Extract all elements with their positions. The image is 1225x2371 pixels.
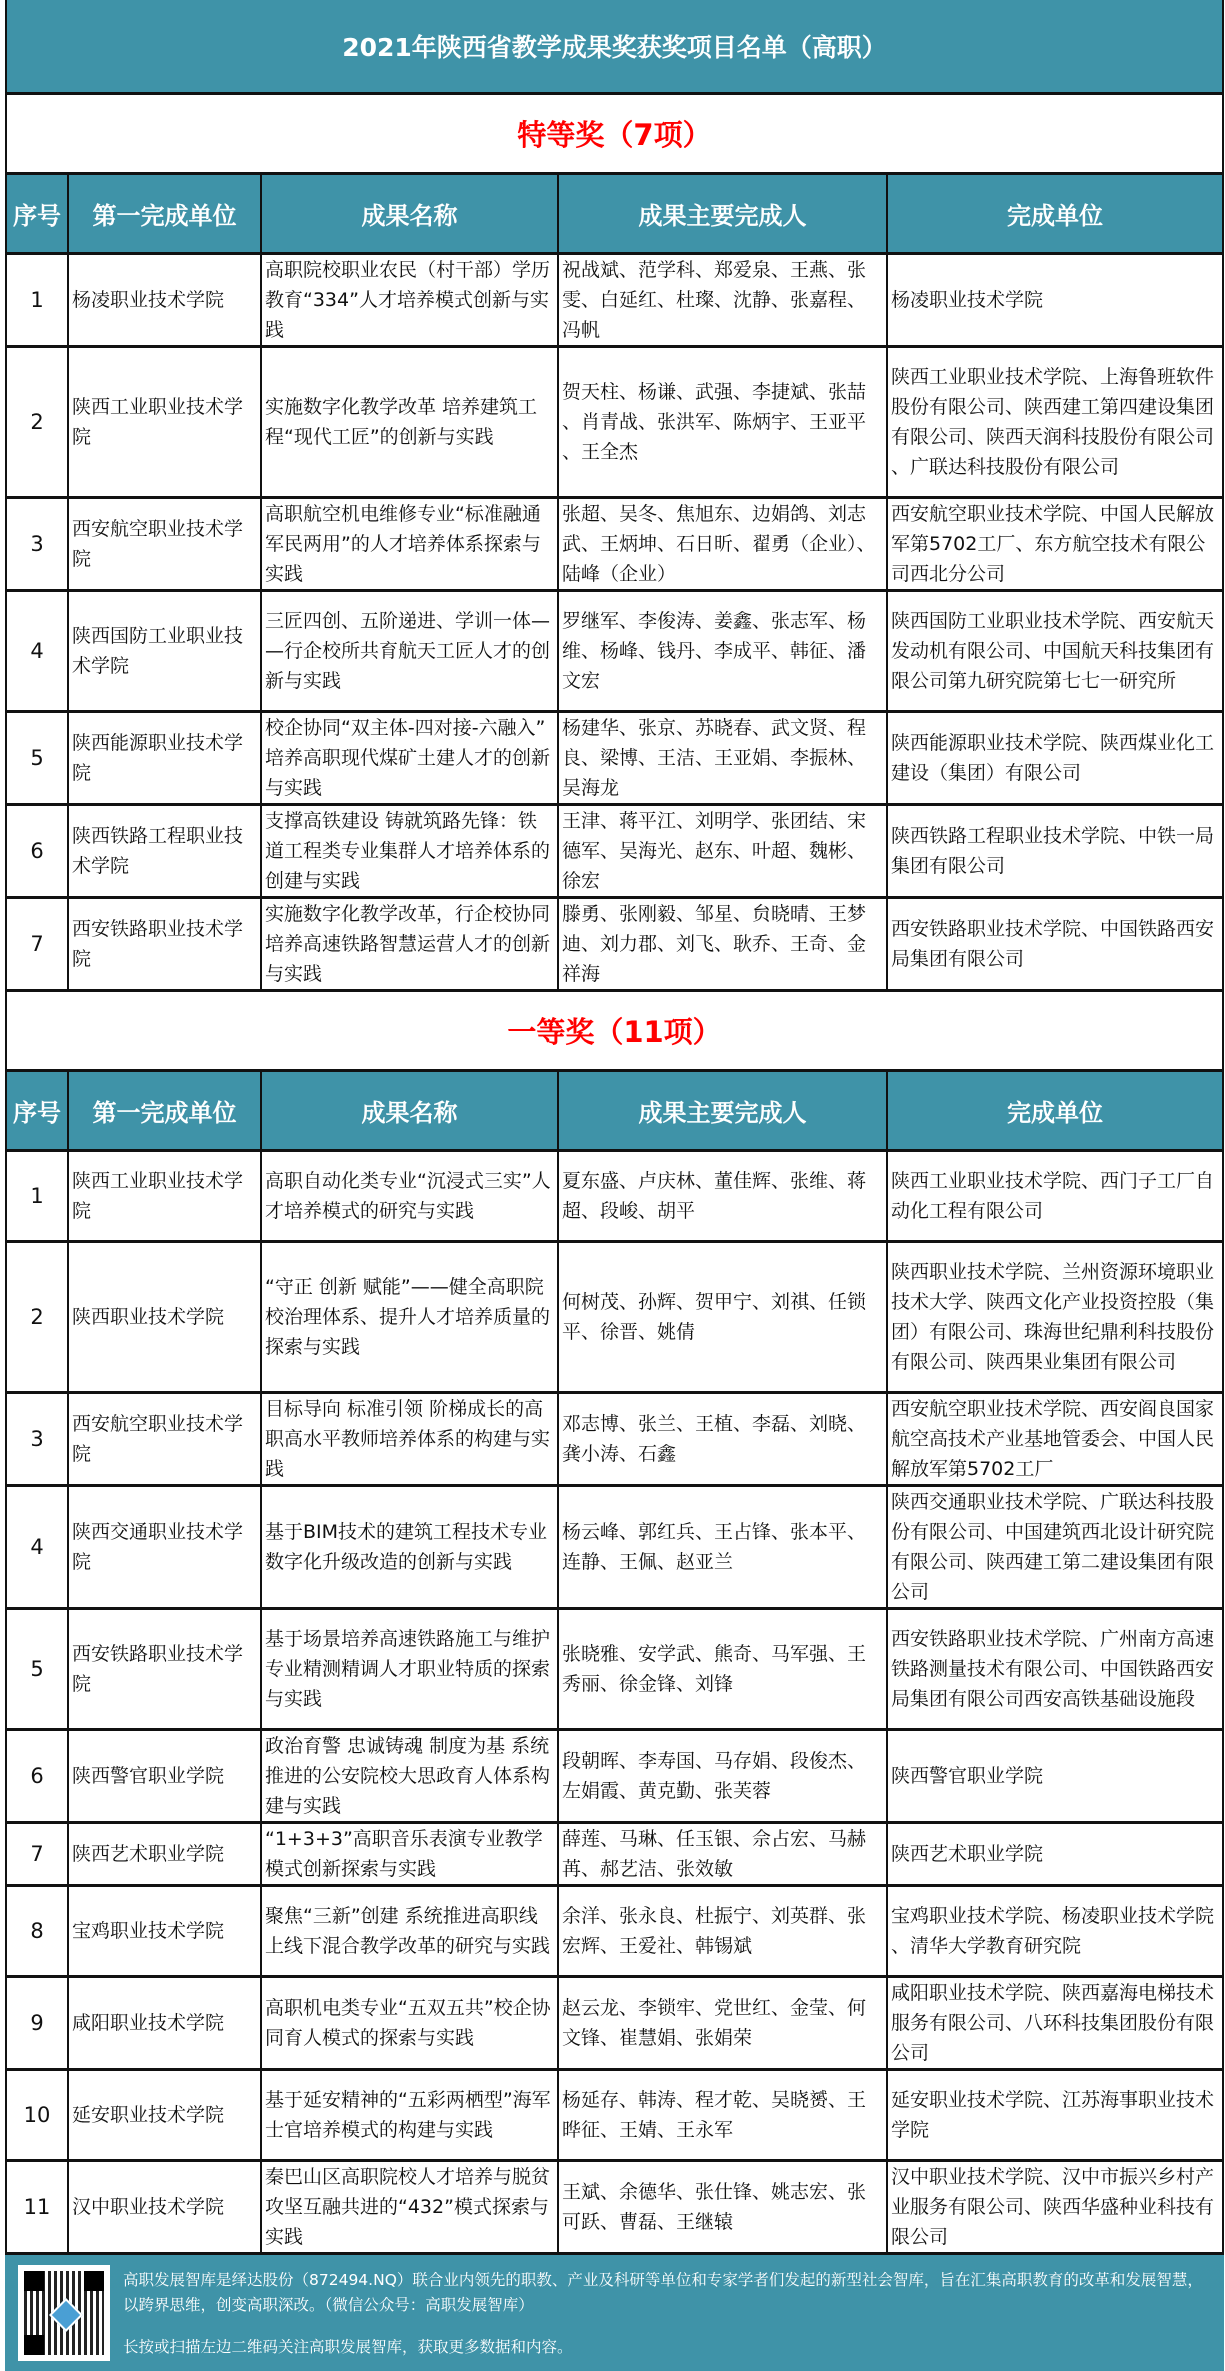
table-row: [7, 254, 1222, 347]
header-main-people: 成果主要完成人: [558, 175, 887, 254]
table-row: [7, 591, 1222, 712]
table-row: [7, 1886, 1222, 1977]
completing-units: 西安铁路职业技术学院、中国铁路西安局集团有限公司: [887, 898, 1222, 991]
first-unit: 宝鸡职业技术学院: [68, 1886, 261, 1977]
main-people: 段朝晖、李寿国、马存娟、段俊杰、左娟霞、黄克勤、张芙蓉: [558, 1730, 887, 1823]
first-unit: 延安职业技术学院: [68, 2070, 261, 2161]
main-people: 王津、蒋平江、刘明学、张团结、宋德军、吴海光、赵东、叶超、魏彬、徐宏: [558, 805, 887, 898]
table-row: [7, 1823, 1222, 1886]
table-row: [7, 2070, 1222, 2161]
footer-cta: 长按或扫描左边二维码关注高职发展智库，获取更多数据和内容。: [123, 2338, 573, 2356]
completing-units: 宝鸡职业技术学院、杨凌职业技术学院、清华大学教育研究院: [887, 1886, 1222, 1977]
header-first-unit: 第一完成单位: [68, 175, 261, 254]
table-row: [7, 2161, 1222, 2254]
main-people: 余洋、张永良、杜振宁、刘英群、张宏辉、王爱社、韩锡斌: [558, 1886, 887, 1977]
main-people: 杨建华、张京、苏晓春、武文贤、程良、梁博、王洁、王亚娟、李振林、吴海龙: [558, 712, 887, 805]
row-number: 7: [7, 1823, 68, 1886]
header-project-name: 成果名称: [261, 175, 558, 254]
table-row: [7, 898, 1222, 991]
header-no: 序号: [7, 175, 68, 254]
main-people: 杨云峰、郭红兵、王占锋、张本平、连静、王佩、赵亚兰: [558, 1486, 887, 1609]
first-unit: 陕西工业职业技术学院: [68, 347, 261, 498]
completing-units: 陕西艺术职业学院: [887, 1823, 1222, 1886]
main-people: 薛莲、马琳、任玉银、佘占宏、马赫苒、郝艺洁、张效敏: [558, 1823, 887, 1886]
project-name: 基于BIM技术的建筑工程技术专业数字化升级改造的创新与实践: [261, 1486, 558, 1609]
table-row: [7, 347, 1222, 498]
row-number: 1: [7, 1151, 68, 1242]
row-number: 4: [7, 591, 68, 712]
table-row: [7, 1609, 1222, 1730]
footer-description: 高职发展智库是绎达股份（872494.NQ）联合业内领先的职教、产业及科研等单位和专家学者们发起的新型社会智库，旨在汇集高职教育的改革和发展智慧，以跨界思维，创变高职深改。（微信公众号：高职发展智库）: [123, 2271, 1203, 2314]
project-name: 高职机电类专业“五双五共”校企协同育人模式的探索与实践: [261, 1977, 558, 2070]
main-people: 贺天柱、杨谦、武强、李捷斌、张喆、肖青战、张洪军、陈炳宇、王亚平、王全杰: [558, 347, 887, 498]
first-unit: 陕西职业技术学院: [68, 1242, 261, 1393]
first-unit: 西安航空职业技术学院: [68, 1393, 261, 1486]
row-number: 9: [7, 1977, 68, 2070]
project-name: 高职自动化类专业“沉浸式三实”人才培养模式的研究与实践: [261, 1151, 558, 1242]
first-unit: 陕西工业职业技术学院: [68, 1151, 261, 1242]
completing-units: 陕西职业技术学院、兰州资源环境职业技术大学、陕西文化产业投资控股（集团）有限公司、珠海世纪鼎利科技股份有限公司、陕西果业集团有限公司: [887, 1242, 1222, 1393]
row-number: 7: [7, 898, 68, 991]
completing-units: 西安航空职业技术学院、西安阎良国家航空高技术产业基地管委会、中国人民解放军第5702工厂: [887, 1393, 1222, 1486]
header-units: 完成单位: [887, 175, 1222, 254]
completing-units: 陕西国防工业职业技术学院、西安航天发动机有限公司、中国航天科技集团有限公司第九研究院第七七一研究所: [887, 591, 1222, 712]
table-row: [7, 805, 1222, 898]
table-row: [7, 712, 1222, 805]
project-name: 高职院校职业农民（村干部）学历教育“334”人才培养模式创新与实践: [261, 254, 558, 347]
first-unit: 西安铁路职业技术学院: [68, 1609, 261, 1730]
completing-units: 陕西能源职业技术学院、陕西煤业化工建设（集团）有限公司: [887, 712, 1222, 805]
completing-units: 陕西铁路工程职业技术学院、中铁一局集团有限公司: [887, 805, 1222, 898]
table-row: [7, 1486, 1222, 1609]
header-main-people: 成果主要完成人: [558, 1072, 887, 1151]
main-people: 赵云龙、李锁牢、党世红、金莹、何文锋、崔慧娟、张娟荣: [558, 1977, 887, 2070]
project-name: 三匠四创、五阶递进、学训一体——行企校所共育航天工匠人才的创新与实践: [261, 591, 558, 712]
first-unit: 陕西国防工业职业技术学院: [68, 591, 261, 712]
table-row: [7, 1151, 1222, 1242]
qr-code[interactable]: [18, 2265, 110, 2361]
completing-units: 陕西工业职业技术学院、西门子工厂自动化工程有限公司: [887, 1151, 1222, 1242]
header-no: 序号: [7, 1072, 68, 1151]
project-name: “守正 创新 赋能”——健全高职院校治理体系、提升人才培养质量的探索与实践: [261, 1242, 558, 1393]
first-unit: 陕西警官职业学院: [68, 1730, 261, 1823]
main-people: 杨延存、韩涛、程才乾、吴晓赟、王晔征、王婧、王永军: [558, 2070, 887, 2161]
project-name: 实施数字化教学改革，行企校协同培养高速铁路智慧运营人才的创新与实践: [261, 898, 558, 991]
row-number: 6: [7, 1730, 68, 1823]
completing-units: 陕西警官职业学院: [887, 1730, 1222, 1823]
award-list-document: [5, 0, 1224, 2255]
award-table: [7, 1072, 1222, 2255]
project-name: “1+3+3”高职音乐表演专业教学模式创新探索与实践: [261, 1823, 558, 1886]
row-number: 6: [7, 805, 68, 898]
main-people: 夏东盛、卢庆林、董佳辉、张维、蒋超、段峻、胡平: [558, 1151, 887, 1242]
row-number: 3: [7, 1393, 68, 1486]
first-unit: 杨凌职业技术学院: [68, 254, 261, 347]
first-unit: 陕西铁路工程职业技术学院: [68, 805, 261, 898]
project-name: 校企协同“双主体-四对接-六融入”培养高职现代煤矿土建人才的创新与实践: [261, 712, 558, 805]
first-unit: 陕西交通职业技术学院: [68, 1486, 261, 1609]
first-unit: 咸阳职业技术学院: [68, 1977, 261, 2070]
completing-units: 汉中职业技术学院、汉中市振兴乡村产业服务有限公司、陕西华盛种业科技有限公司: [887, 2161, 1222, 2254]
project-name: 目标导向 标准引领 阶梯成长的高职高水平教师培养体系的构建与实践: [261, 1393, 558, 1486]
main-people: 王斌、余德华、张仕锋、姚志宏、张可跃、曹磊、王继辕: [558, 2161, 887, 2254]
award-table: [7, 175, 1222, 992]
first-unit: 西安铁路职业技术学院: [68, 898, 261, 991]
completing-units: 陕西工业职业技术学院、上海鲁班软件股份有限公司、陕西建工第四建设集团有限公司、陕西天润科技股份有限公司、广联达科技股份有限公司: [887, 347, 1222, 498]
project-name: 秦巴山区高职院校人才培养与脱贫攻坚互融共进的“432”模式探索与实践: [261, 2161, 558, 2254]
project-name: 基于场景培养高速铁路施工与维护专业精测精调人才职业特质的探索与实践: [261, 1609, 558, 1730]
section-title: 特等奖（7项）: [7, 95, 1222, 175]
completing-units: 西安铁路职业技术学院、广州南方高速铁路测量技术有限公司、中国铁路西安局集团有限公司西安高铁基础设施段: [887, 1609, 1222, 1730]
section-title: 一等奖（11项）: [7, 992, 1222, 1072]
row-number: 3: [7, 498, 68, 591]
project-name: 实施数字化教学改革 培养建筑工程“现代工匠”的创新与实践: [261, 347, 558, 498]
project-name: 聚焦“三新”创建 系统推进高职线上线下混合教学改革的研究与实践: [261, 1886, 558, 1977]
row-number: 5: [7, 1609, 68, 1730]
first-unit: 汉中职业技术学院: [68, 2161, 261, 2254]
completing-units: 延安职业技术学院、江苏海事职业技术学院: [887, 2070, 1222, 2161]
project-name: 高职航空机电维修专业“标准融通军民两用”的人才培养体系探索与实践: [261, 498, 558, 591]
main-people: 罗继军、李俊涛、姜鑫、张志军、杨维、杨峰、钱丹、李成平、韩征、潘文宏: [558, 591, 887, 712]
row-number: 10: [7, 2070, 68, 2161]
header-project-name: 成果名称: [261, 1072, 558, 1151]
table-row: [7, 1730, 1222, 1823]
footer-banner: [5, 2255, 1224, 2371]
table-header: [7, 1072, 1222, 1151]
table-row: [7, 1977, 1222, 2070]
header-units: 完成单位: [887, 1072, 1222, 1151]
project-name: 基于延安精神的“五彩两栖型”海军士官培养模式的构建与实践: [261, 2070, 558, 2161]
header-first-unit: 第一完成单位: [68, 1072, 261, 1151]
completing-units: 杨凌职业技术学院: [887, 254, 1222, 347]
row-number: 1: [7, 254, 68, 347]
main-people: 张超、吴冬、焦旭东、边娟鸽、刘志武、王炳坤、石日昕、翟勇（企业）、陆峰（企业）: [558, 498, 887, 591]
row-number: 4: [7, 1486, 68, 1609]
main-people: 何树茂、孙辉、贺甲宁、刘祺、任锁平、徐晋、姚倩: [558, 1242, 887, 1393]
project-name: 政治育警 忠诚铸魂 制度为基 系统推进的公安院校大思政育人体系构建与实践: [261, 1730, 558, 1823]
project-name: 支撑高铁建设 铸就筑路先锋：铁道工程类专业集群人才培养体系的创建与实践: [261, 805, 558, 898]
first-unit: 陕西艺术职业学院: [68, 1823, 261, 1886]
row-number: 11: [7, 2161, 68, 2254]
row-number: 2: [7, 1242, 68, 1393]
first-unit: 陕西能源职业技术学院: [68, 712, 261, 805]
completing-units: 西安航空职业技术学院、中国人民解放军第5702工厂、东方航空技术有限公司西北分公司: [887, 498, 1222, 591]
table-row: [7, 1393, 1222, 1486]
table-row: [7, 498, 1222, 591]
completing-units: 咸阳职业技术学院、陕西嘉海电梯技术服务有限公司、八环科技集团股份有限公司: [887, 1977, 1222, 2070]
row-number: 5: [7, 712, 68, 805]
row-number: 2: [7, 347, 68, 498]
table-header: [7, 175, 1222, 254]
main-people: 祝战斌、范学科、郑爱泉、王燕、张雯、白延红、杜璨、沈静、张嘉程、冯帆: [558, 254, 887, 347]
main-people: 滕勇、张刚毅、邹星、贠晓晴、王梦迪、刘力郡、刘飞、耿乔、王奇、金祥海: [558, 898, 887, 991]
main-people: 张晓雅、安学武、熊奇、马军强、王秀丽、徐金锋、刘锋: [558, 1609, 887, 1730]
page-title: 2021年陕西省教学成果奖获奖项目名单（高职）: [7, 0, 1222, 95]
row-number: 8: [7, 1886, 68, 1977]
main-people: 邓志博、张兰、王植、李磊、刘晓、龚小涛、石鑫: [558, 1393, 887, 1486]
first-unit: 西安航空职业技术学院: [68, 498, 261, 591]
table-row: [7, 1242, 1222, 1393]
completing-units: 陕西交通职业技术学院、广联达科技股份有限公司、中国建筑西北设计研究院有限公司、陕西建工第二建设集团有限公司: [887, 1486, 1222, 1609]
